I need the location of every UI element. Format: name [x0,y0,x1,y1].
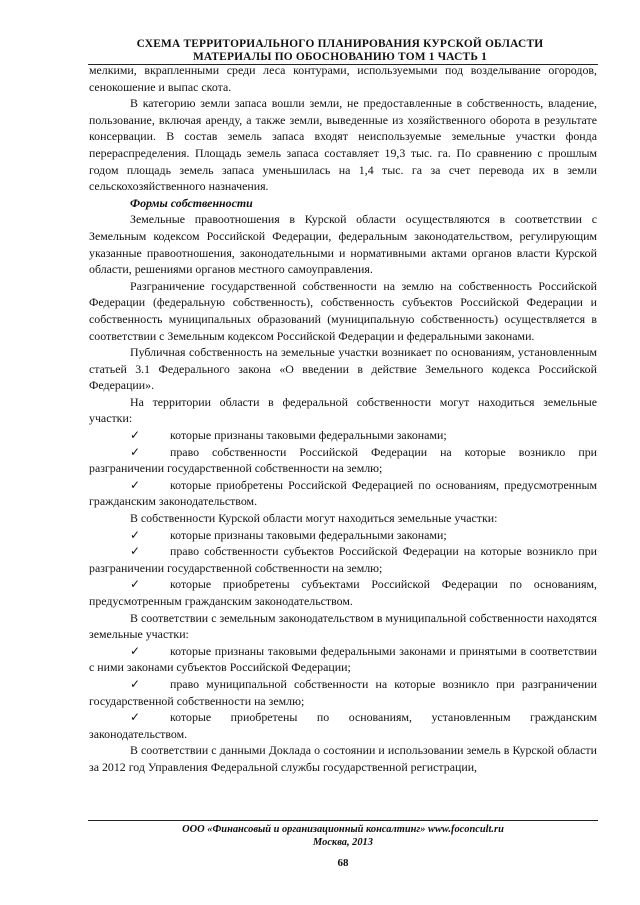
list-item-text: которые приобретены Российской Федерацией по основаниям, предусмотренным гражданским законодательством. [89,477,597,509]
list-item [89,527,597,544]
list-item [89,676,597,709]
list-item-text: право муниципальной собственности на которые возникло при разграничении государственной собственности на землю; [89,676,597,708]
checkmark-icon: ✓ [130,477,141,492]
paragraph-public-ownership: Публичная собственность на земельные участки возникает по основаниям, установленным статьей 3.1 Федерального закона «О введении в действие Земельного кодекса Российской Федерации». [89,345,597,393]
paragraph-municipal-intro: В соответствии с земельным законодательством в муниципальной собственности находятся земельные участки: [89,610,597,642]
list-item [89,543,597,576]
checkmark-icon: ✓ [130,428,141,443]
checkmark-icon: ✓ [130,577,141,592]
paragraph-reserve-lands: В категорию земли запаса вошли земли, не предоставленные в собственность, владение, пользование, включая аренду, а также земли, выведенные из хозяйственного оборота в результате консервации. В состав земель запаса входят неиспользуемые земельные участки фонда перераспределения. Площадь земель запаса составляет 19,3 тыс. га. По сравнению с прошлым годом площадь земель запаса уменьшилась на 1,4 тыс. га за счет перевода их в земли сельскохозяйственного назначения. [89,96,597,194]
list-item-text: которые признаны таковыми федеральными законами; [170,428,447,443]
list-item-text: которые приобретены субъектами Российской Федерации по основаниям, предусмотренным гражданским законодательством. [89,577,597,608]
page-number: 68 [337,857,349,869]
list-item-text: которые признаны таковыми федеральными законами; [170,527,447,542]
section-heading: Формы собственности [130,195,253,210]
list-item [89,643,597,676]
footer-divider [88,820,598,821]
paragraph-federal-intro: На территории области в федеральной собственности могут находиться земельные участки: [89,394,597,426]
paragraph-report: В соответствии с данными Доклада о состоянии и использовании земель в Курской области за 2012 год Управления Федеральной службы государственной регистрации, [89,743,597,774]
list-item-text: которые признаны таковыми федеральными законами и принятыми в соответствии с ними законами субъектов Российской Федерации; [89,643,597,675]
footer-company: ООО «Финансовый и организационный консалтинг» www.foconcult.ru [182,824,504,835]
paragraph-land-relations: Земельные правоотношения в Курской области осуществляются в соответствии с Земельным кодексом Российской Федерации, федеральным законодательством, регулирующим указанные правоотношения, законодательными и нормативными актами органов власти Курской области, решениями органов местного самоуправления. [89,212,597,277]
checkmark-icon: ✓ [130,710,141,725]
list-item [89,444,597,477]
paragraph-regional-intro: В собственности Курской области могут находиться земельные участки: [130,511,498,526]
page-header [80,38,600,64]
checkmark-icon: ✓ [130,544,141,559]
footer-city-year: Москва, 2013 [313,837,373,848]
checkmark-icon: ✓ [130,676,141,691]
paragraph-delimitation: Разграничение государственной собственности на землю на собственность Российской Федерации (федеральную собственность), собственность субъектов Российской Федерации и собственность муниципальных образований (муниципальную собственность) осуществляется в соответствии с Земельным кодексом Российской Федерации и федеральными законами. [89,278,597,343]
list-item-text: право собственности Российской Федерации на которые возникло при разграничении государственной собственности на землю; [89,444,597,476]
list-item [89,576,597,609]
list-item-text: право собственности субъектов Российской Федерации на которые возникло при разграничении государственной собственности на землю; [89,544,597,575]
header-subtitle: МАТЕРИАЛЫ ПО ОБОСНОВАНИЮ ТОМ 1 ЧАСТЬ 1 [192,51,488,63]
list-item [89,477,597,510]
header-title: СХЕМА ТЕРРИТОРИАЛЬНОГО ПЛАНИРОВАНИЯ КУРСКОЙ ОБЛАСТИ [136,38,544,50]
list-item-text: которые приобретены по основаниям, установленным гражданским законодательством. [89,710,597,741]
checkmark-icon: ✓ [130,527,141,542]
list-item [89,709,597,742]
list-item [89,427,597,444]
checkmark-icon: ✓ [130,643,141,658]
checkmark-icon: ✓ [130,444,141,459]
page-footer [88,823,598,849]
document-body [89,62,597,776]
paragraph-continuation: мелкими, вкрапленными среди леса контурами, используемыми под возделывание огородов, сенокошение и выпас скота. [89,63,597,94]
